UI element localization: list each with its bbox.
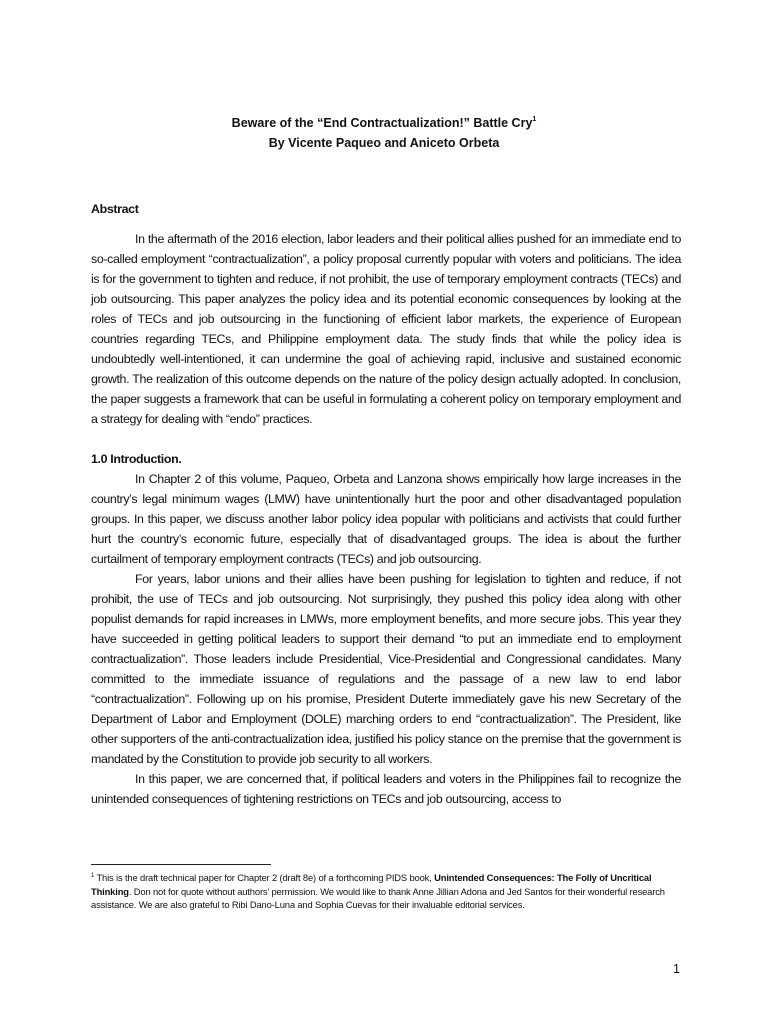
byline: By Vicente Paqueo and Aniceto Orbeta — [268, 136, 500, 150]
abstract-paragraph: In the aftermath of the 2016 election, labor leaders and their political allies pushed for an immediate end to so-called employment “contractualization”, a policy proposal currently popular with voters and politicians. The idea is for the government to tighten and reduce, if not prohibit, the use of temporary employment contracts (TECs) and job outsourcing. This paper analyzes the policy idea and its potential economic consequences by looking at the roles of TECs and job outsourcing in the functioning of efficient labor markets, the experience of European countries regarding TECs, and Philippine employment data. The study finds that while the policy idea is undoubtedly well-intentioned, it can undermine the goal of achieving rapid, inclusive and sustained economic growth. The realization of this outcome depends on the nature of the policy design actually adopted. In conclusion, the paper suggests a framework that can be useful in formulating a coherent policy on temporary employment and a strategy for dealing with “endo” practices. — [91, 232, 681, 426]
abstract-heading: Abstract — [91, 202, 139, 216]
introduction-heading: 1.0 Introduction. — [91, 452, 182, 466]
footnote-divider — [91, 864, 271, 865]
paper-title-text: Beware of the “End Contractualization!” Battle Cry — [231, 116, 533, 130]
footnote-text-before: This is the draft technical paper for Chapter 2 (draft 8e) of a forthcoming PIDS book, — [94, 872, 435, 883]
page-number: 1 — [673, 962, 680, 976]
intro-paragraph-2: For years, labor unions and their allies have been pushing for legislation to tighten and reduce, if not prohibit, the use of TECs and job outsourcing. Not surprisingly, they pushed this policy idea along with other populist demands for rapid increases in LMWs, more employment benefits, and more secure jobs. This year they have succeeded in getting political leaders to support their demand “to put an immediate end to employment contractualization”. Those leaders include Presidential, Vice-Presidential and Congressional candidates. Many committed to the immediate issuance of regulations and the passage of a new law to end labor “contractualization”. Following up on his promise, President Duterte immediately gave his new Secretary of the Department of Labor and Employment (DOLE) marching orders to end “contractualization”. The President, like other supporters of the anti-contractualization idea, justified his policy stance on the premise that the government is mandated by the Constitution to provide job security to all workers. — [91, 572, 681, 766]
intro-paragraph-3: In this paper, we are concerned that, if political leaders and voters in the Philippines fail to recognize the unintended consequences of tightening restrictions on TECs and job outsourcing, access to — [91, 772, 681, 806]
footnote-marker: 1 — [91, 873, 95, 879]
body-text — [91, 199, 681, 809]
footnote — [91, 870, 681, 912]
title-footnote-marker[interactable]: 1 — [532, 116, 537, 123]
intro-paragraph-1: In Chapter 2 of this volume, Paqueo, Orbeta and Lanzona shows empirically how large increases in the country’s legal minimum wages (LMW) have unintentionally hurt the poor and other disadvantaged population groups. In this paper, we discuss another labor policy idea popular with politicians and activists that could further hurt the country’s economic future, especially that of disadvantaged groups. The idea is about the further curtailment of temporary employment contracts (TECs) and job outsourcing. — [91, 472, 681, 566]
footnote-text-after: . Don not for quote without authors’ permission. We would like to thank Anne Jillian Adona and Jed Santos for their wonderful research assistance. We are also grateful to Ribi Dano-Luna and Sophia Cuevas for their invaluable editorial services. — [91, 885, 665, 910]
title-block — [0, 110, 768, 153]
paper-title — [0, 110, 768, 133]
footnote-book-title: Unintended Consequences: The Folly of Uncritical Thinking — [91, 872, 652, 897]
